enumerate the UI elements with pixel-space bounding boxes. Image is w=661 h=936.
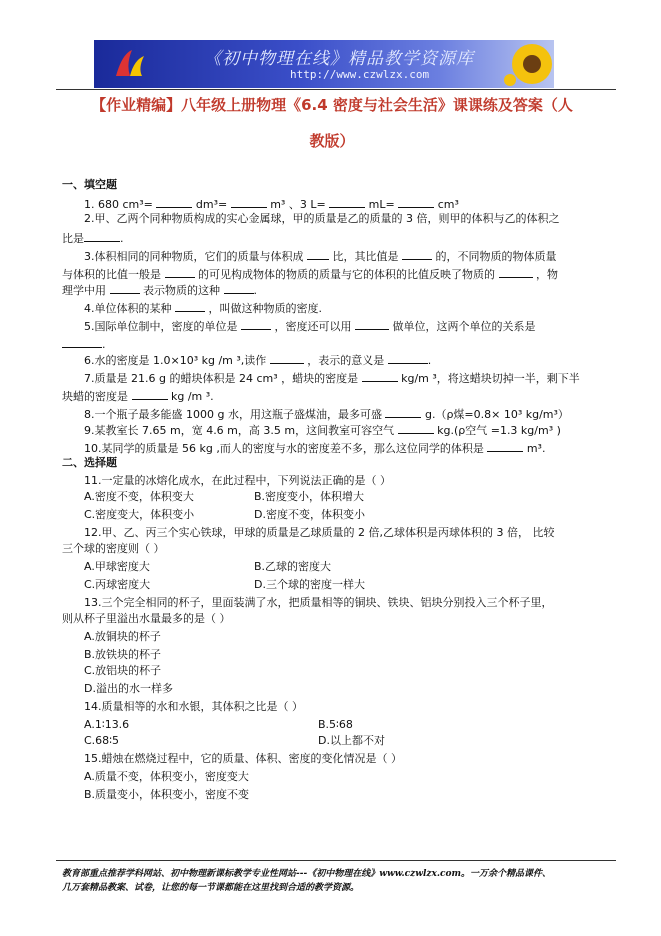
option-a: A.甲球密度大 <box>84 560 150 573</box>
site-banner <box>94 40 554 88</box>
fill-line: 理学中用 表示物质的这种 . <box>62 284 257 297</box>
question-line: 13.三个完全相同的杯子，里面装满了水，把质量相等的铜块、铁块、铝块分别投入三个杯子里， <box>84 596 553 609</box>
option-d: D.密度不变，体积变小 <box>254 508 365 521</box>
option-a: A.质量不变，体积变小，密度变大 <box>84 770 249 783</box>
fill-line: 比是 . <box>62 232 124 245</box>
doc-title-line1: 【作业精编】八年级上册物理《6.4 密度与社会生活》课课练及答案（人 <box>91 96 573 114</box>
option-a: A.1∶13.6 <box>84 718 130 731</box>
fill-line: 2.甲、乙两个同种物质构成的实心金属球，甲的质量是乙的质量的 3 倍，则甲的体积与乙的体积之 <box>84 212 560 225</box>
banner-title: 《初中物理在线》精品教学资源库 <box>204 49 474 69</box>
section2-heading: 二、选择题 <box>62 456 117 469</box>
fill-line: 块蜡的密度是 kg /m ³. <box>62 390 214 403</box>
option-d: D.以上都不对 <box>318 734 385 747</box>
fill-line: 与体积的比值一般是 的可见构成物体的物质的质量与它的体积的比值反映了物质的 ，物 <box>62 268 558 281</box>
footer-line1: 教育部重点推荐学科网站、初中物理新课标教学专业性网站---《初中物理在线》www.czwlzx.com。一万余个精品课件、 <box>62 869 552 879</box>
option-a: A.密度不变，体积变大 <box>84 490 194 503</box>
option-b: B.质量变小，体积变小，密度不变 <box>84 788 250 801</box>
fill-line: 7.质量是 21.6 g 的蜡块体积是 24 cm³ ，蜡块的密度是 kg/m ³，将这蜡块切掉一半，剩下半 <box>84 372 580 385</box>
option-b: B.乙球的密度大 <box>254 560 332 573</box>
option-b: B.5∶68 <box>318 718 353 731</box>
fill-line: 6.水的密度是 1.0×10³ kg /m ³,读作 ，表示的意义是 . <box>84 354 432 367</box>
question-line: 则从杯子里溢出水量最多的是（ ） <box>62 612 231 625</box>
sunflower-image <box>504 40 554 88</box>
option-d: D.溢出的水一样多 <box>84 682 173 695</box>
footer-line2: 几万套精品教案、试卷，让您的每一节课都能在这里找到合适的教学资源。 <box>62 883 360 893</box>
option-c: C.丙球密度大 <box>84 578 151 591</box>
header-rule <box>56 89 616 90</box>
question-line: 14.质量相等的水和水银，其体积之比是（ ） <box>84 700 303 713</box>
fill-line: . <box>62 336 106 352</box>
fill-line: 9.某教室长 7.65 m，宽 4.6 m，高 3.5 m，这间教室可容空气 kg.(ρ空气 =1.3 kg/m³ ) <box>84 424 561 437</box>
fill-line: 1. 680 cm³= dm³= m³ 、3 L= mL= cm³ <box>84 198 459 211</box>
fill-line: 10.某同学的质量是 56 kg ,而人的密度与水的密度差不多，那么这位同学的体积是 m³. <box>84 442 546 455</box>
question-line: 11.一定量的冰熔化成水，在此过程中，下列说法正确的是（ ） <box>84 474 391 487</box>
section1-heading: 一、填空题 <box>62 178 117 191</box>
footer-rule <box>56 860 616 861</box>
option-c: C.68∶5 <box>84 734 120 747</box>
option-c: C.密度变大，体积变小 <box>84 508 195 521</box>
option-c: C.放铝块的杯子 <box>84 664 162 677</box>
option-a: A.放铜块的杯子 <box>84 630 161 643</box>
option-b: B.放铁块的杯子 <box>84 648 162 661</box>
site-logo <box>112 46 148 82</box>
banner-url[interactable]: http://www.czwlzx.com <box>290 68 430 81</box>
fill-line: 5.国际单位制中，密度的单位是 ，密度还可以用 做单位，这两个单位的关系是 <box>84 320 536 333</box>
question-line: 12.甲、乙、丙三个实心铁球，甲球的质量是乙球质量的 2 倍,乙球体积是丙球体积的 3 倍， 比较 <box>84 526 555 539</box>
question-line: 三个球的密度则（ ） <box>62 542 165 555</box>
doc-title-line2: 教版） <box>309 132 355 150</box>
option-d: D.三个球的密度一样大 <box>254 578 365 591</box>
fill-line: 3.体积相同的同种物质，它们的质量与体积成 比，其比值是 的，不同物质的物体质量 <box>84 250 557 263</box>
option-b: B.密度变小，体积增大 <box>254 490 365 503</box>
question-line: 15.蜡烛在燃烧过程中，它的质量、体积、密度的变化情况是（ ） <box>84 752 402 765</box>
fill-line: 8.一个瓶子最多能盛 1000 g 水，用这瓶子盛煤油，最多可盛 g.（ρ煤=0.8× 10³ kg/m³） <box>84 408 569 421</box>
fill-line: 4.单位体积的某种 ，叫做这种物质的密度. <box>84 302 322 315</box>
